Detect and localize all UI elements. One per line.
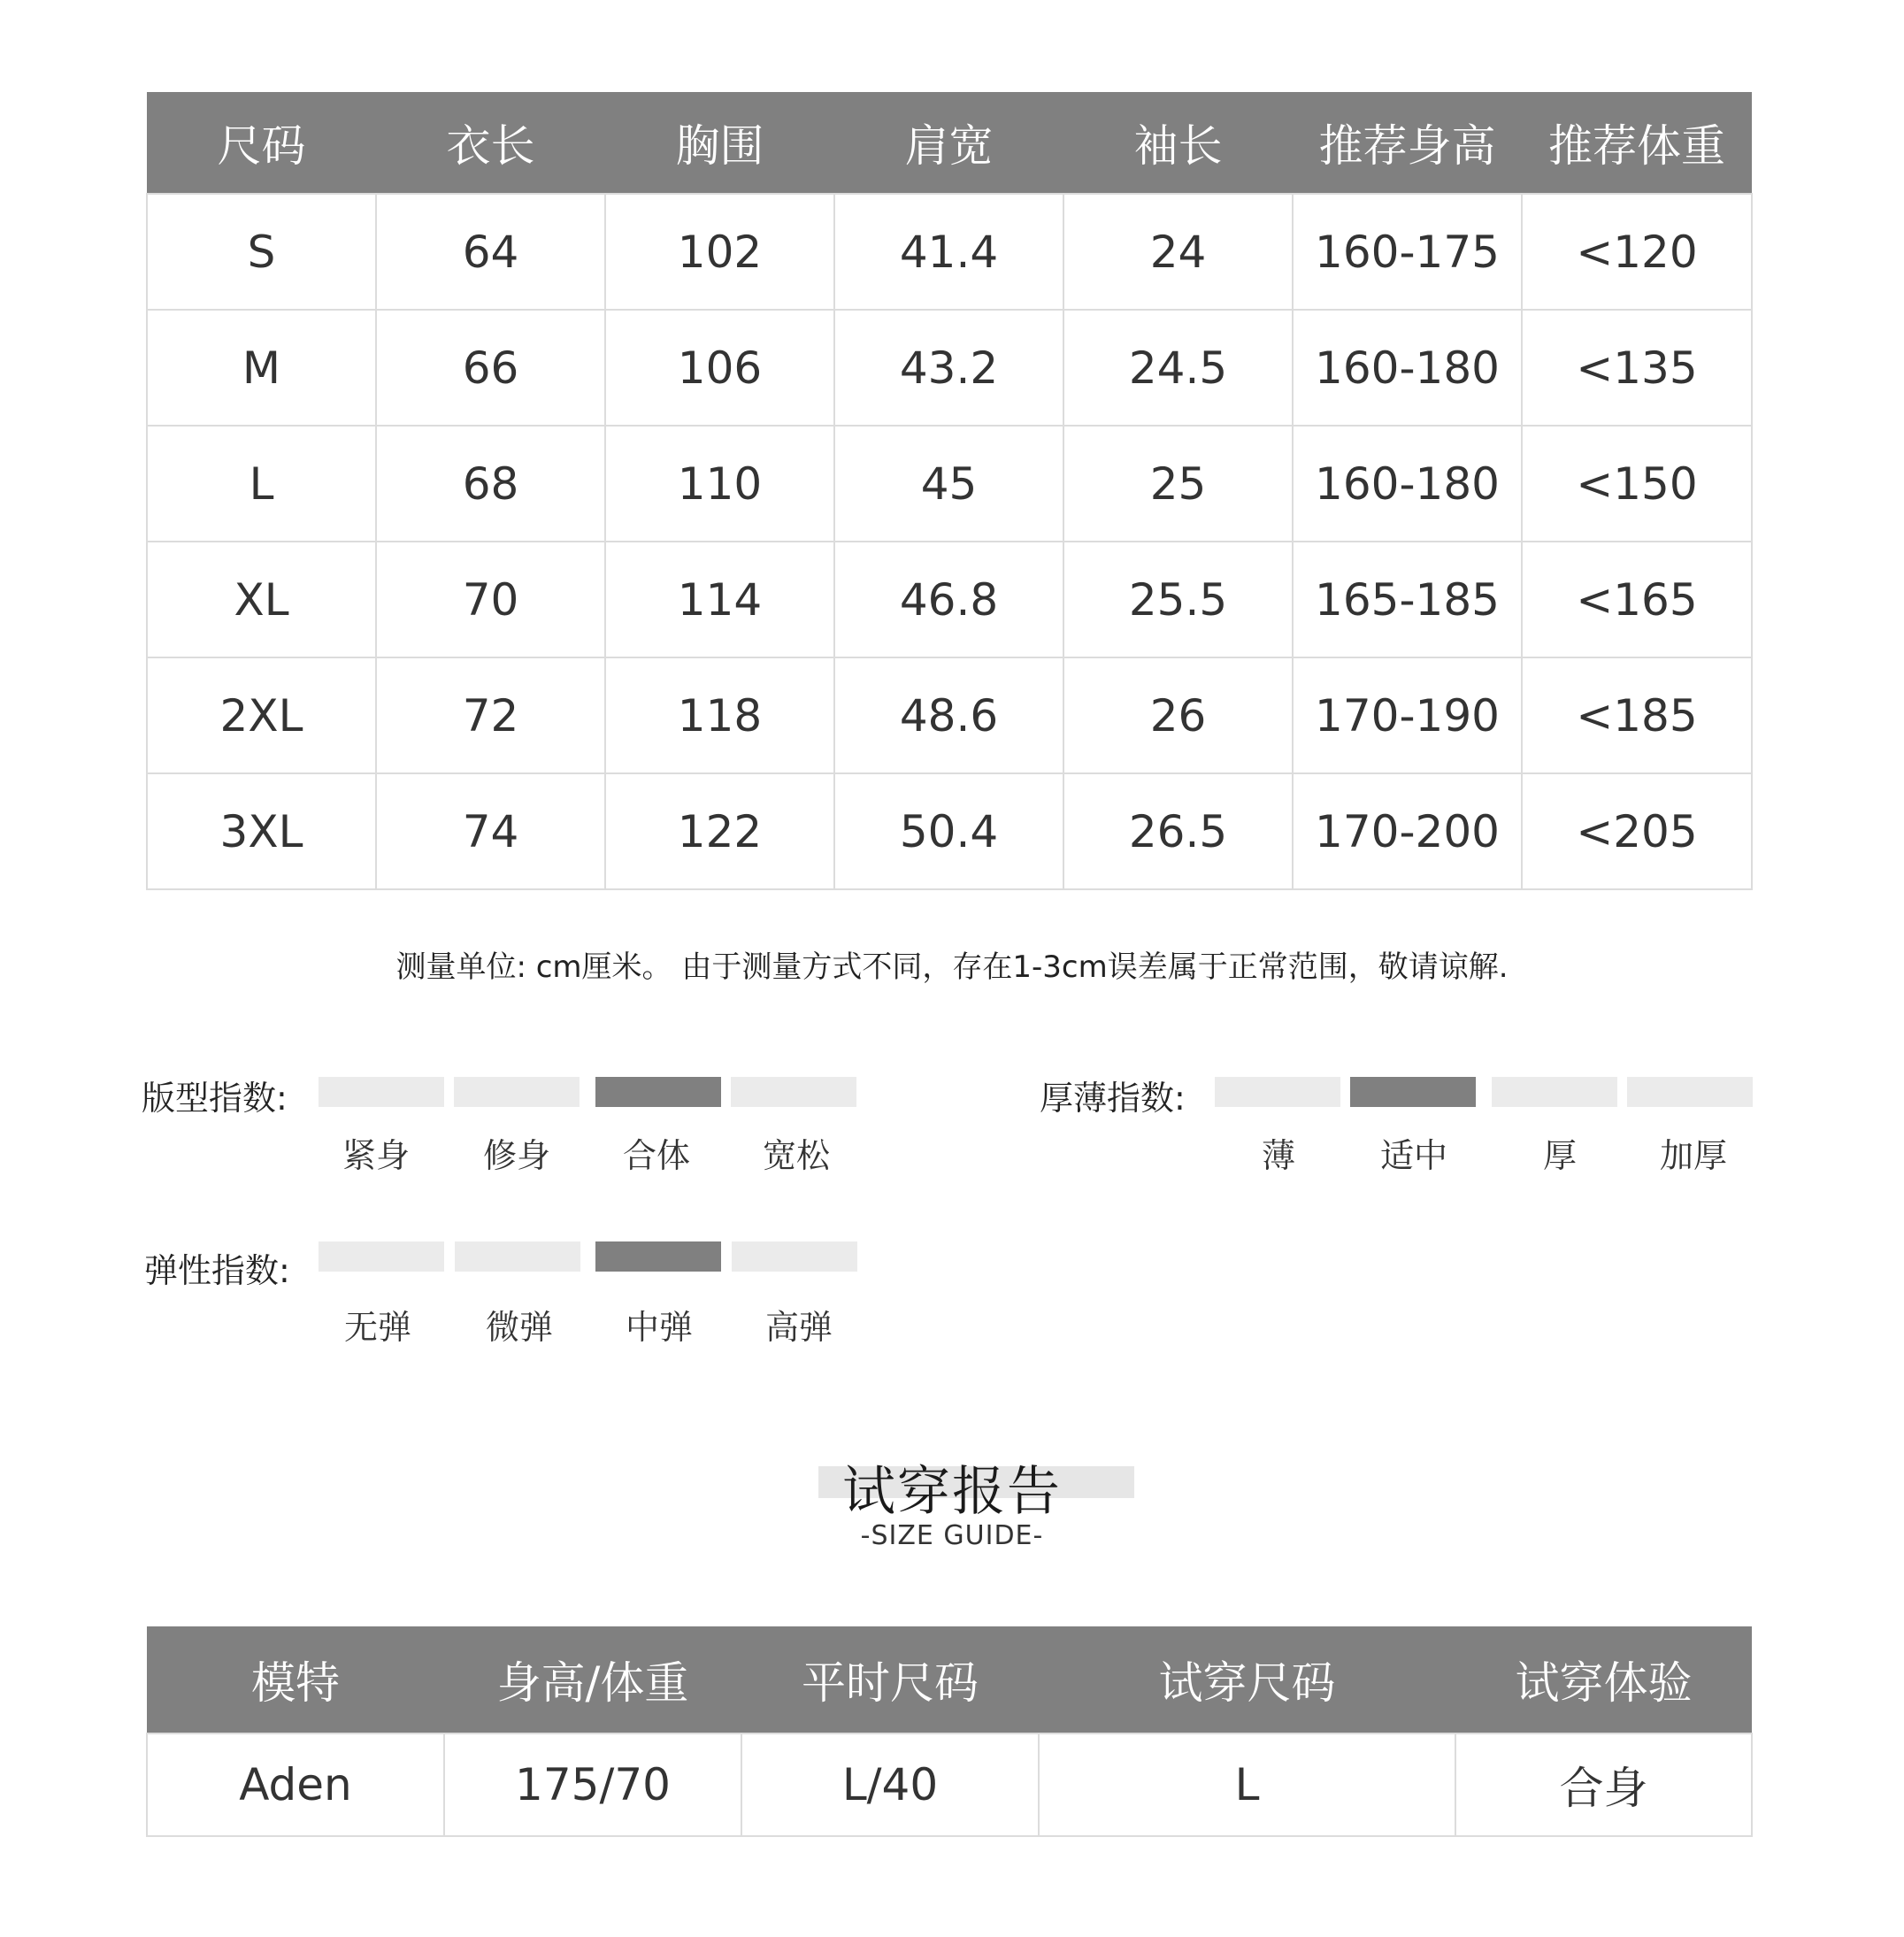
elasticity-option-3: 中弹 <box>625 1308 693 1347</box>
table-row <box>147 194 1752 310</box>
fit-index-bar-1 <box>319 1077 444 1107</box>
elasticity-index-label: 弹性指数: <box>144 1251 290 1290</box>
table-cell: XL <box>147 542 376 657</box>
header-chest: 胸围 <box>605 92 834 194</box>
table-cell: 25.5 <box>1063 542 1293 657</box>
elasticity-option-4: 高弹 <box>764 1308 833 1347</box>
elasticity-option-2: 微弹 <box>485 1308 553 1347</box>
table-cell: 48.6 <box>834 657 1063 773</box>
table-cell: 175/70 <box>444 1733 741 1836</box>
thickness-index-bar-4 <box>1627 1077 1753 1107</box>
table-cell: 26 <box>1063 657 1293 773</box>
thickness-index-label: 厚薄指数: <box>1040 1079 1186 1118</box>
fit-option-3: 合体 <box>622 1136 690 1175</box>
elasticity-index-bar-2 <box>455 1241 580 1272</box>
table-cell: 46.8 <box>834 542 1063 657</box>
table-cell: 118 <box>605 657 834 773</box>
table-cell: 2XL <box>147 657 376 773</box>
header-usual-size: 平时尺码 <box>741 1626 1039 1733</box>
table-cell: 25 <box>1063 426 1293 542</box>
table-cell: 170-190 <box>1293 657 1522 773</box>
table-cell: 114 <box>605 542 834 657</box>
thickness-option-1: 薄 <box>1261 1136 1295 1175</box>
header-sleeve: 袖长 <box>1063 92 1293 194</box>
table-cell: 102 <box>605 194 834 310</box>
table-cell: 110 <box>605 426 834 542</box>
table-row <box>147 657 1752 773</box>
measurement-note: 测量单位: cm厘米。 由于测量方式不同，存在1-3cm误差属于正常范围，敬请谅解. <box>395 949 1509 985</box>
thickness-option-2: 适中 <box>1379 1136 1447 1175</box>
table-cell: 66 <box>376 310 605 426</box>
table-cell: 41.4 <box>834 194 1063 310</box>
table-cell: 26.5 <box>1063 773 1293 889</box>
table-cell: 3XL <box>147 773 376 889</box>
table-row <box>147 542 1752 657</box>
fit-index-bar-2 <box>454 1077 580 1107</box>
table-cell: 160-180 <box>1293 426 1522 542</box>
header-fit-experience: 试穿体验 <box>1455 1626 1752 1733</box>
fit-option-4: 宽松 <box>762 1136 830 1175</box>
elasticity-index-bar-1 <box>319 1241 444 1272</box>
table-cell: <165 <box>1522 542 1752 657</box>
thickness-index-bar-3 <box>1492 1077 1617 1107</box>
header-tried-size: 试穿尺码 <box>1039 1626 1455 1733</box>
thickness-option-3: 厚 <box>1542 1136 1577 1175</box>
fit-report-table <box>146 1626 1753 1837</box>
header-height-weight: 身高/体重 <box>444 1626 741 1733</box>
table-row <box>147 426 1752 542</box>
table-cell: <150 <box>1522 426 1752 542</box>
table-cell: 50.4 <box>834 773 1063 889</box>
table-cell: 24 <box>1063 194 1293 310</box>
table-row <box>147 310 1752 426</box>
table-cell: 68 <box>376 426 605 542</box>
table-cell: <205 <box>1522 773 1752 889</box>
table-cell: 45 <box>834 426 1063 542</box>
elasticity-index-bar-4 <box>732 1241 857 1272</box>
fit-option-2: 修身 <box>482 1136 550 1175</box>
header-length: 衣长 <box>376 92 605 194</box>
table-cell: 43.2 <box>834 310 1063 426</box>
table-cell: 160-180 <box>1293 310 1522 426</box>
table-cell: 165-185 <box>1293 542 1522 657</box>
fit-index-bar-4 <box>731 1077 856 1107</box>
header-rec-height: 推荐身高 <box>1293 92 1522 194</box>
fit-option-1: 紧身 <box>342 1136 410 1175</box>
fit-report-header-row <box>147 1626 1752 1733</box>
table-row <box>147 1733 1752 1836</box>
header-rec-weight: 推荐体重 <box>1522 92 1752 194</box>
table-cell: 106 <box>605 310 834 426</box>
table-cell: L/40 <box>741 1733 1039 1836</box>
table-cell: S <box>147 194 376 310</box>
table-cell: 70 <box>376 542 605 657</box>
thickness-option-4: 加厚 <box>1659 1136 1727 1175</box>
header-shoulder: 肩宽 <box>834 92 1063 194</box>
table-cell: L <box>147 426 376 542</box>
elasticity-option-1: 无弹 <box>343 1308 411 1347</box>
table-cell: 160-175 <box>1293 194 1522 310</box>
thickness-index-bar-2-selected <box>1350 1077 1476 1107</box>
table-cell: M <box>147 310 376 426</box>
table-cell: 64 <box>376 194 605 310</box>
header-size: 尺码 <box>147 92 376 194</box>
table-cell: 24.5 <box>1063 310 1293 426</box>
header-model: 模特 <box>147 1626 444 1733</box>
thickness-index-bar-1 <box>1215 1077 1340 1107</box>
table-cell: 72 <box>376 657 605 773</box>
table-cell: 合身 <box>1455 1733 1752 1836</box>
table-cell: <185 <box>1522 657 1752 773</box>
size-chart-table <box>146 92 1753 890</box>
fit-index-label: 版型指数: <box>142 1079 288 1118</box>
table-cell: Aden <box>147 1733 444 1836</box>
table-cell: 74 <box>376 773 605 889</box>
table-cell: <135 <box>1522 310 1752 426</box>
table-row <box>147 773 1752 889</box>
size-chart-header-row <box>147 92 1752 194</box>
table-cell: L <box>1039 1733 1455 1836</box>
table-cell: <120 <box>1522 194 1752 310</box>
table-cell: 122 <box>605 773 834 889</box>
fit-index-bar-3-selected <box>595 1077 721 1107</box>
elasticity-index-bar-3-selected <box>595 1241 721 1272</box>
table-cell: 170-200 <box>1293 773 1522 889</box>
report-subtitle: -SIZE GUIDE- <box>860 1520 1044 1551</box>
report-title: 试穿报告 <box>842 1461 1062 1523</box>
